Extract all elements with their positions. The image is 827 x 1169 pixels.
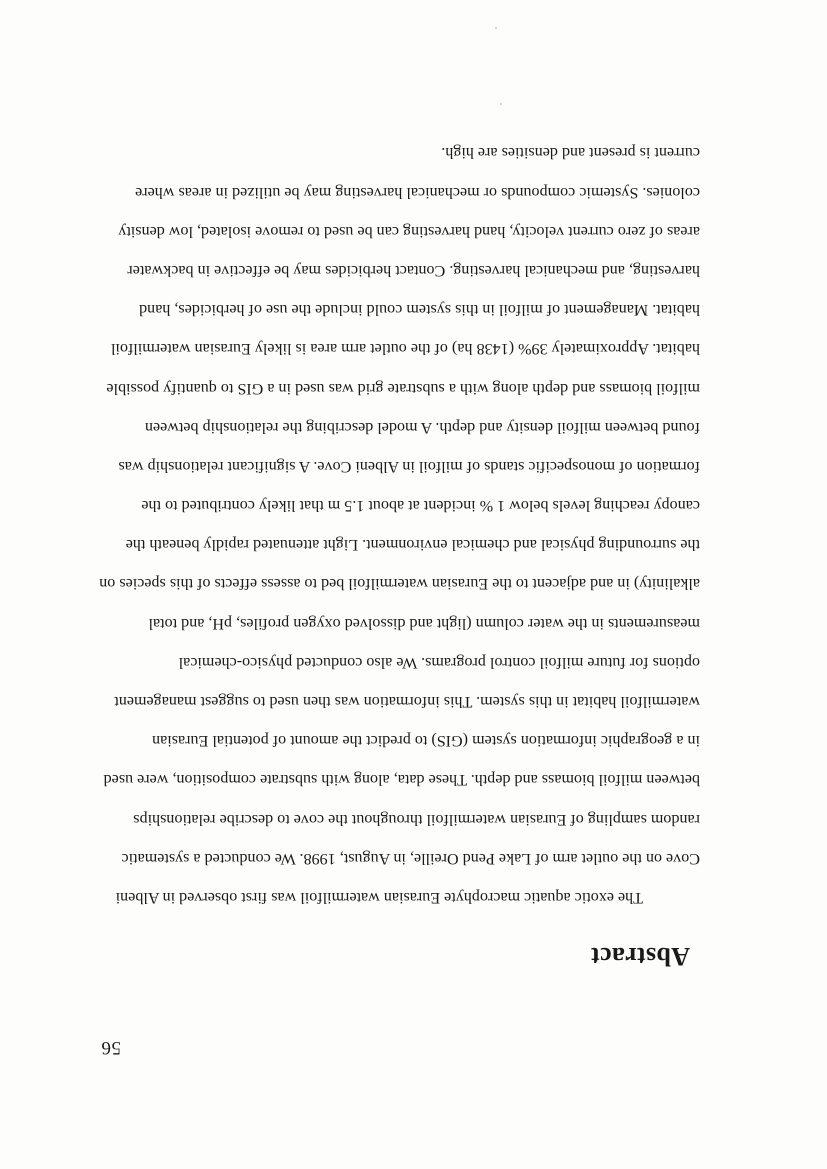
abstract-line: found between milfoil density and depth. A model describing the relationship between <box>144 418 700 436</box>
scan-speck <box>495 27 497 29</box>
abstract-line: alkalinity) in and adjacent to the Eurasian watermilfoil bed to assess effects of this species on <box>99 575 700 593</box>
abstract-line: habitat. Approximately 39% (1438 ha) of the outlet arm area is likely Eurasian watermilfoil <box>110 340 700 358</box>
abstract-line: measurements in the water column (light and dissolved oxygen profiles, pH, and total <box>148 614 700 632</box>
abstract-line: options for future milfoil control programs. We also conducted physico-chemical <box>178 653 700 671</box>
abstract-line: between milfoil biomass and depth. These data, along with substrate composition, were used <box>103 771 700 789</box>
abstract-line: harvesting, and mechanical harvesting. Contact herbicides may be effective in backwater <box>127 262 700 279</box>
abstract-line: watermilfoil habitat in this system. This information was then used to suggest management <box>114 693 700 711</box>
scan-speck <box>500 103 502 105</box>
abstract-body <box>99 123 700 907</box>
abstract-line: in a geographic information system (GIS) to predict the amount of potential Eurasian <box>152 732 700 750</box>
abstract-heading: Abstract <box>590 942 690 971</box>
abstract-line: colonies. Systemic compounds or mechanical harvesting may be utilized in areas where <box>135 183 700 201</box>
abstract-line: habitat. Management of milfoil in this system could include the use of herbicides, hand <box>139 301 700 319</box>
abstract-line: random sampling of Eurasian watermilfoil throughout the cove to describe relationships <box>133 810 700 828</box>
abstract-line: the surrounding physical and chemical environment. Light attenuated rapidly beneath the <box>125 536 700 554</box>
abstract-line: milfoil biomass and depth along with a substrate grid was used in a GIS to quantify possible <box>106 379 700 397</box>
abstract-line: current is present and densities are high. <box>441 144 700 162</box>
abstract-line: The exotic aquatic macrophyte Eurasian watermilfoil was first observed in Albeni <box>115 889 643 906</box>
abstract-line: areas of zero current velocity, hand harvesting can be used to remove isolated, low density <box>118 222 700 240</box>
page-number: 56 <box>101 1037 121 1058</box>
abstract-line: Cove on the outlet arm of Lake Pend Oreille, in August, 1998. We conducted a systematic <box>121 849 700 867</box>
abstract-line: formation of monospecific stands of milfoil in Albeni Cove. A significant relationship was <box>118 457 700 475</box>
abstract-line: canopy reaching levels below 1 % incident at about 1.5 m that likely contributed to the <box>141 497 700 515</box>
